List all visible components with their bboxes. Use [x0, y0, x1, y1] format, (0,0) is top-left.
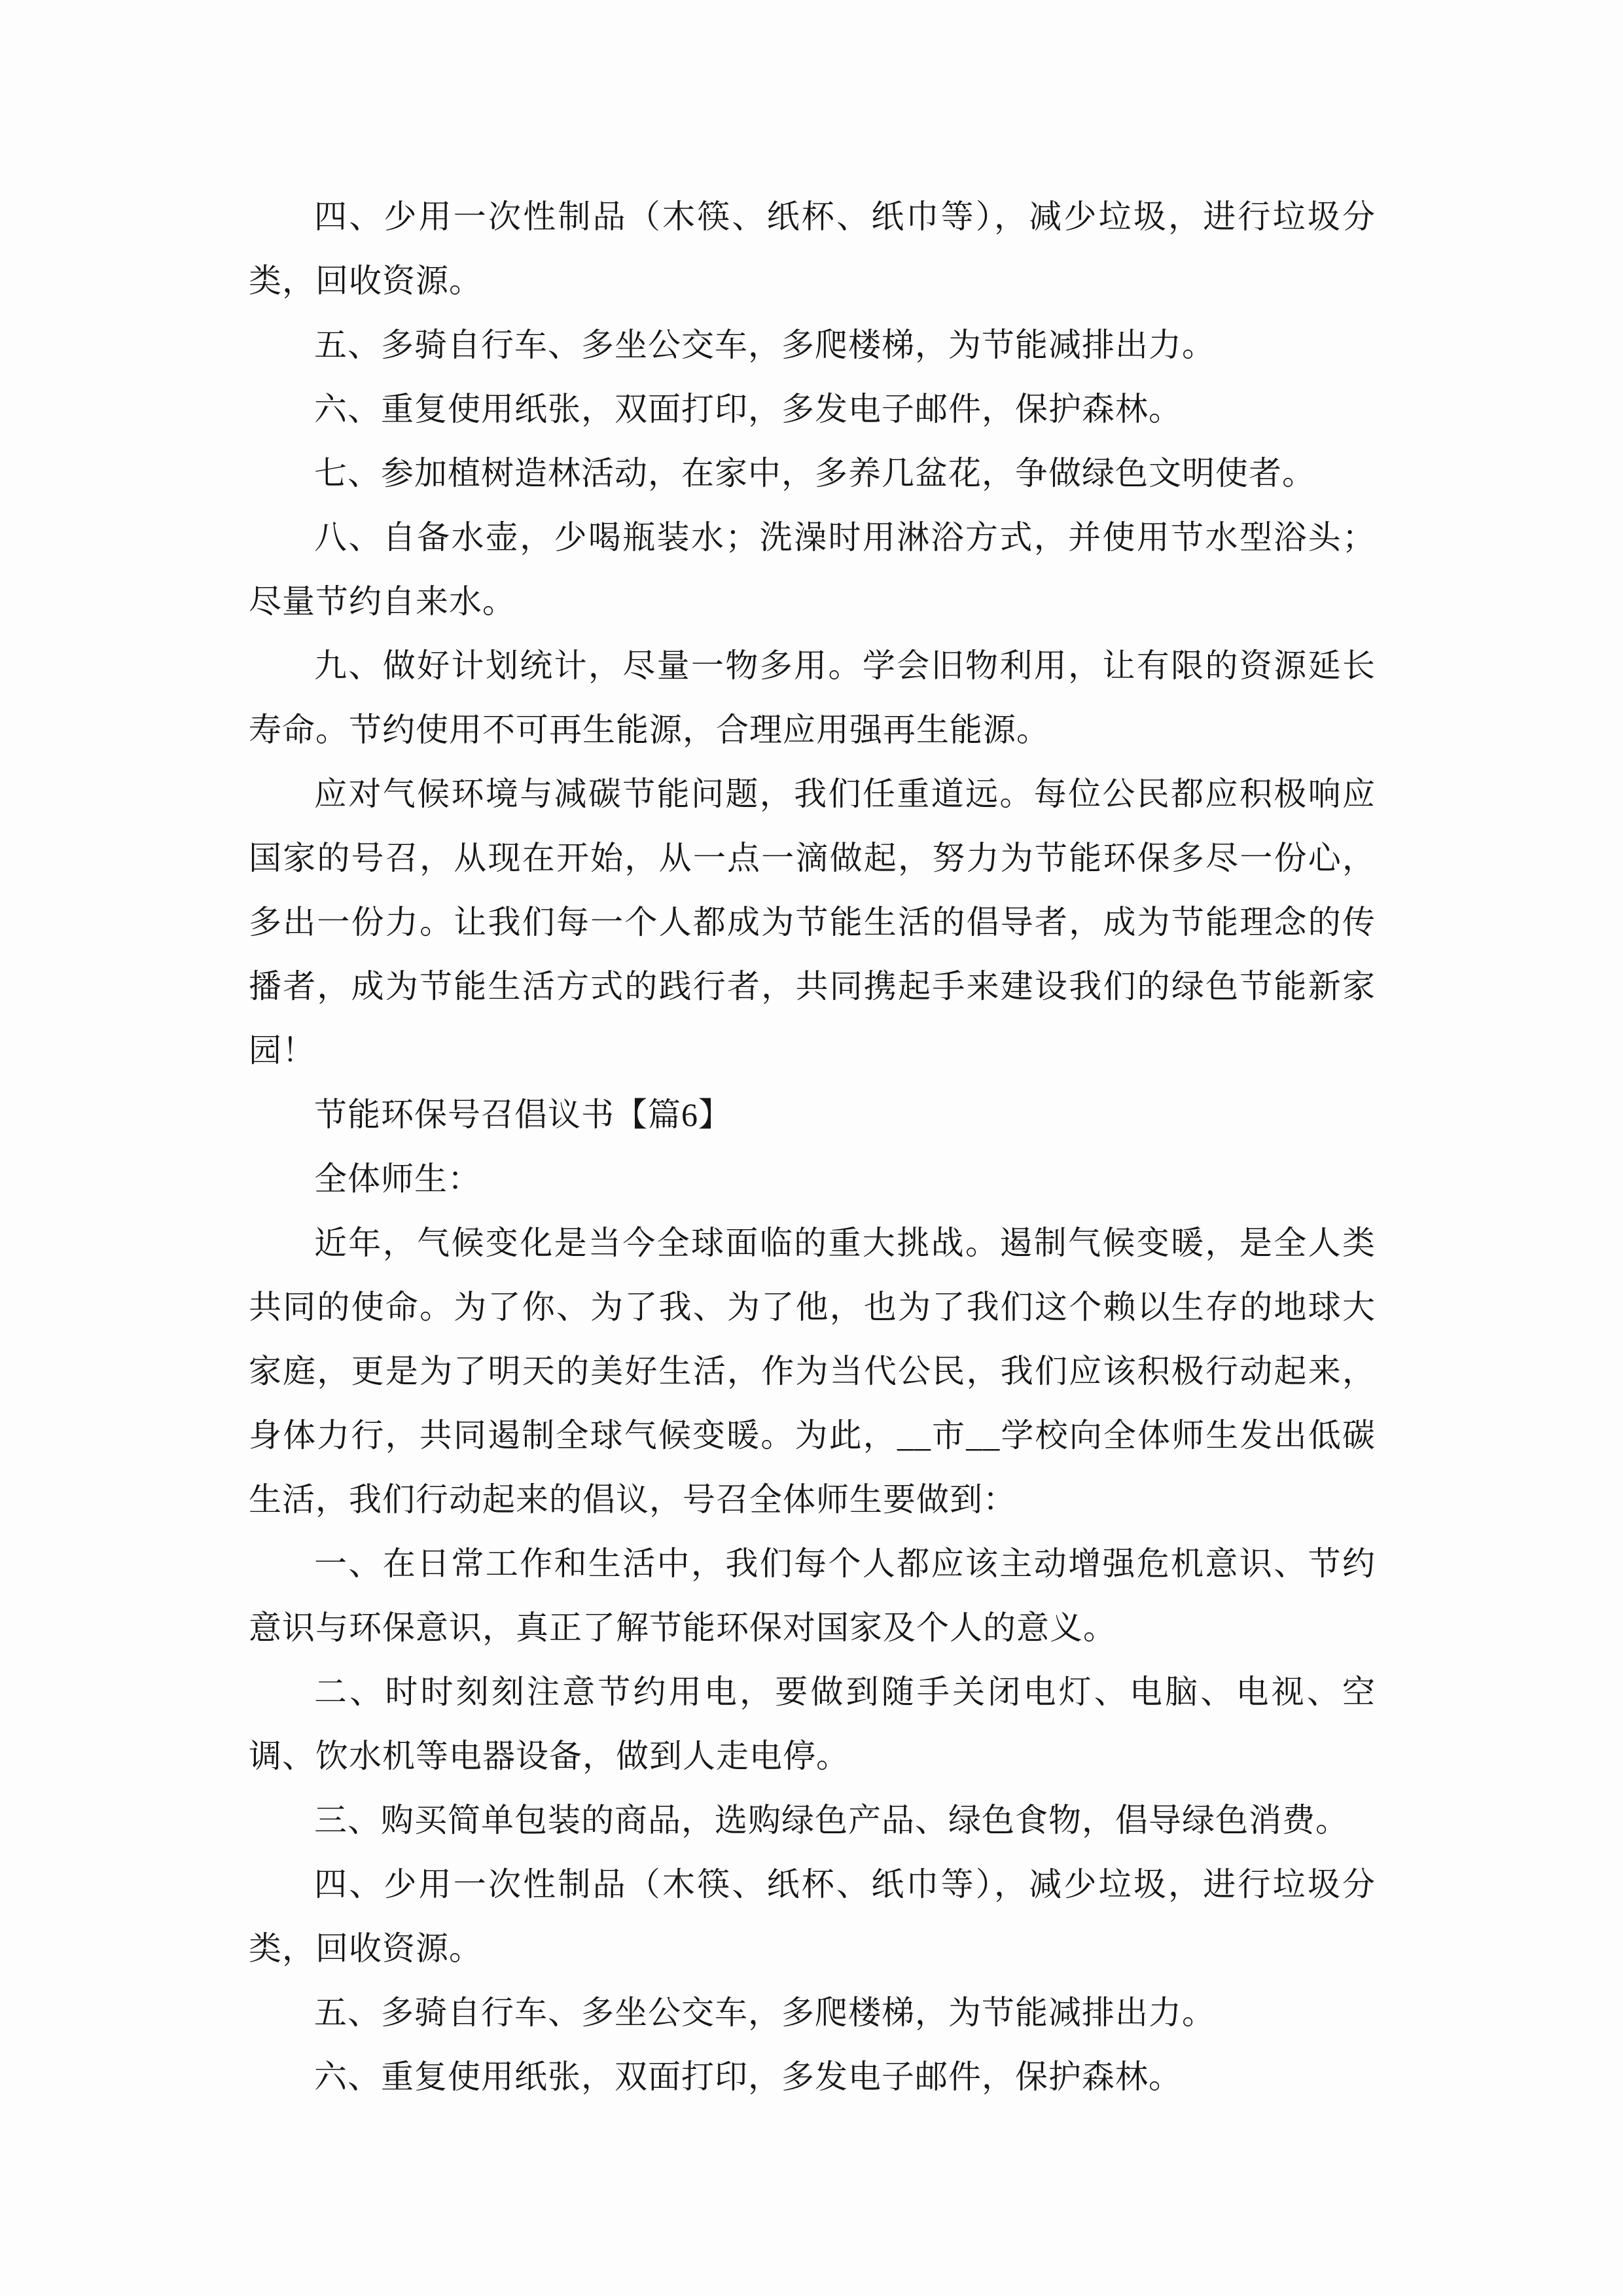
- paragraph: 九、做好计划统计，尽量一物多用。学会旧物利用，让有限的资源延长寿命。节约使用不可再生能源，合理应用强再生能源。: [249, 647, 1376, 748]
- section-heading: 节能环保号召倡议书【篇6】: [314, 1096, 732, 1133]
- paragraph: 五、多骑自行车、多坐公交车，多爬楼梯，为节能减排出力。: [314, 327, 1215, 363]
- paragraph: 八、自备水壶，少喝瓶装水；洗澡时用淋浴方式，并使用节水型浴头；尽量节约自来水。: [249, 519, 1376, 620]
- paragraph: 四、少用一次性制品（木筷、纸杯、纸巾等），减少垃圾，进行垃圾分类，回收资源。: [249, 198, 1376, 299]
- paragraph: 三、购买简单包装的商品，选购绿色产品、绿色食物，倡导绿色消费。: [314, 1802, 1349, 1839]
- paragraph: 六、重复使用纸张，双面打印，多发电子邮件，保护森林。: [314, 2058, 1182, 2095]
- salutation: 全体师生：: [314, 1160, 481, 1197]
- paragraph: 四、少用一次性制品（木筷、纸杯、纸巾等），减少垃圾，进行垃圾分类，回收资源。: [249, 1866, 1376, 1967]
- paragraph: 六、重复使用纸张，双面打印，多发电子邮件，保护森林。: [314, 391, 1182, 427]
- paragraph: 一、在日常工作和生活中，我们每个人都应该主动增强危机意识、节约意识与环保意识，真正了解节能环保对国家及个人的意义。: [249, 1545, 1376, 1646]
- paragraph: 二、时时刻刻注意节约用电，要做到随手关闭电灯、电脑、电视、空调、饮水机等电器设备，做到人走电停。: [249, 1674, 1376, 1774]
- paragraph: 七、参加植树造林活动，在家中，多养几盆花，争做绿色文明使者。: [314, 455, 1315, 492]
- paragraph: 近年，气候变化是当今全球面临的重大挑战。遏制气候变暖，是全人类共同的使命。为了你、为了我、为了他，也为了我们这个赖以生存的地球大家庭，更是为了明天的美好生活，作为当代公民，我们应该积极行动起来，身体力行，共同遏制全球气候变暖。为此，__市__学校向全体师生发出低碳生活，我们行动起来的倡议，号召全体师生要做到：: [249, 1225, 1376, 1518]
- paragraph: 应对气候环境与减碳节能问题，我们任重道远。每位公民都应积极响应国家的号召，从现在开始，从一点一滴做起，努力为节能环保多尽一份心，多出一份力。让我们每一个人都成为节能生活的倡导者，成为节能理念的传播者，成为节能生活方式的践行者，共同携起手来建设我们的绿色节能新家园！: [249, 776, 1376, 1069]
- paragraph: 五、多骑自行车、多坐公交车，多爬楼梯，为节能减排出力。: [314, 1994, 1215, 2031]
- document-body: [249, 185, 1376, 2109]
